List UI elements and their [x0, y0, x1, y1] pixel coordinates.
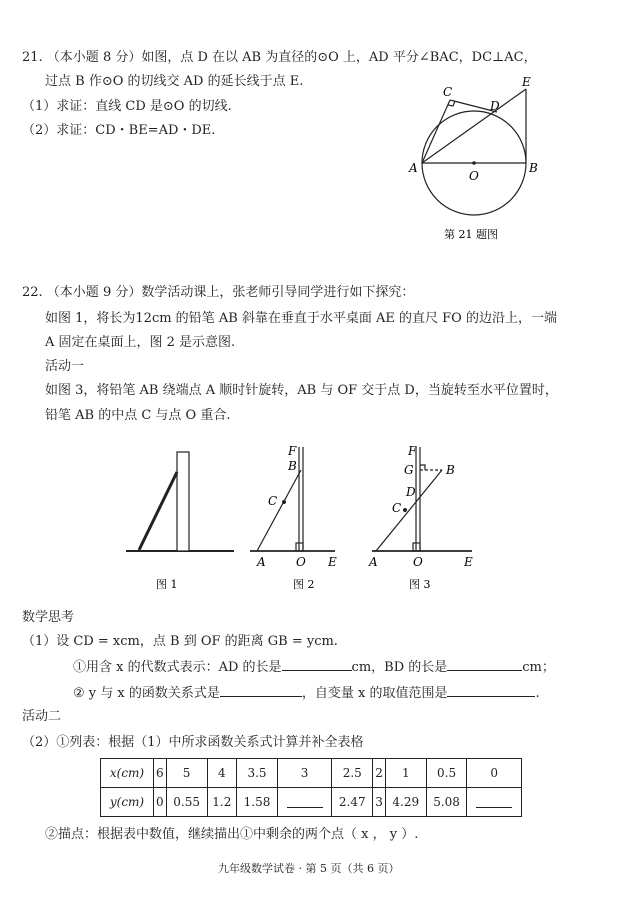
q21-line1: 21. （本小题 8 分）如图，点 D 在以 AB 为直径的⊙O 上，AD 平分∠BAC，DC⊥AC， — [22, 50, 537, 65]
fig3-label-g: G — [404, 463, 414, 477]
part2b-text: ②描点：根据表中数值，继续描出①中剩余的两个点（ x ， y ）. — [45, 827, 419, 842]
q22-line2: 如图 1，将长为12cm 的铅笔 AB 斜靠在垂直于水平桌面 AE 的直尺 FO 的边沿上，一端 — [45, 311, 557, 326]
table-cell-y: 1.2 — [207, 788, 237, 817]
fill-blank-y-at-x0[interactable] — [476, 793, 512, 808]
q21-label-e: E — [522, 75, 531, 89]
blank-ad[interactable] — [282, 658, 352, 671]
fill-blank-y-at-x3[interactable] — [287, 793, 323, 808]
fig2-label-e: E — [328, 555, 337, 569]
q22-line1: 22. （本小题 9 分）数学活动课上，张老师引导同学进行如下探究： — [22, 285, 415, 300]
fig3-label-b: B — [446, 463, 455, 477]
fig2-label-o: O — [296, 555, 306, 569]
part1a — [73, 658, 555, 677]
q21-label-o: O — [469, 169, 479, 183]
table-cell-y: 2.47 — [332, 788, 373, 817]
part1b — [73, 684, 540, 703]
fig3-caption: 图 3 — [409, 578, 431, 591]
table-row-y — [101, 788, 522, 817]
fig2-label-f: F — [288, 444, 297, 458]
table-cell-x: 4 — [207, 759, 237, 788]
table-row-x — [101, 759, 522, 788]
page-footer: 九年级数学试卷 · 第 5 页（共 6 页） — [218, 862, 400, 875]
fig1-pencil — [139, 472, 177, 550]
activity2-title: 活动二 — [22, 709, 62, 724]
table-cell-x: 3.5 — [237, 759, 278, 788]
table-cell-x: 2 — [373, 759, 386, 788]
fig2-label-c: C — [268, 494, 278, 508]
table-header-y: y(cm) — [101, 788, 154, 817]
xy-table — [100, 758, 522, 817]
fig3-label-f: F — [408, 444, 417, 458]
table-cell-y: 0 — [154, 788, 167, 817]
fig3-right-angle-g — [420, 465, 425, 470]
fig2-label-a: A — [257, 555, 266, 569]
blank-domain[interactable] — [447, 684, 535, 697]
fig1 — [126, 452, 234, 551]
fig2-label-b: B — [288, 459, 297, 473]
q22-line5: 铅笔 AB 的中点 C 与点 O 重合. — [45, 408, 231, 423]
part1b-end: . — [535, 686, 540, 701]
fig3-label-c: C — [392, 501, 402, 515]
fig3 — [372, 447, 472, 551]
table-cell-y: 5.08 — [426, 788, 467, 817]
q21-caption: 第 21 题图 — [444, 228, 498, 241]
fig3-label-a: A — [369, 555, 378, 569]
part1a-mid: cm，BD 的长是 — [351, 660, 448, 675]
fig3-pencil-ab — [376, 470, 442, 551]
table-cell-y: 4.29 — [385, 788, 426, 817]
q22-line4: 如图 3，将铅笔 AB 绕端点 A 顺时针旋转，AB 与 OF 交于点 D，当旋转至水平位置时， — [45, 383, 558, 398]
table-cell-y-blank[interactable] — [467, 788, 522, 817]
q22-line3: A 固定在桌面上，图 2 是示意图. — [45, 335, 236, 350]
table-cell-x: 0 — [467, 759, 522, 788]
activity1-title: 活动一 — [45, 359, 85, 374]
table-cell-x: 6 — [154, 759, 167, 788]
fig3-label-d: D — [406, 485, 416, 499]
q21-label-a: A — [409, 161, 418, 175]
part1b-pre: ② y 与 x 的函数关系式是 — [73, 686, 220, 701]
blank-function[interactable] — [220, 684, 302, 697]
fig3-label-e: E — [464, 555, 473, 569]
fig1-ruler — [177, 452, 189, 551]
table-cell-y: 0.55 — [166, 788, 207, 817]
table-cell-y: 1.58 — [237, 788, 278, 817]
fig1-caption: 图 1 — [156, 578, 178, 591]
q21-part2: （2）求证：CD・BE=AD・DE. — [22, 123, 216, 138]
fig2-pencil-ab — [257, 470, 301, 551]
blank-bd[interactable] — [447, 658, 522, 671]
fig2-point-c — [282, 500, 286, 504]
fig2-caption: 图 2 — [293, 578, 315, 591]
q21-label-c: C — [443, 85, 453, 99]
table-cell-x: 2.5 — [332, 759, 373, 788]
q21-label-d: D — [490, 99, 500, 113]
table-cell-x: 1 — [385, 759, 426, 788]
part1-text: （1）设 CD = xcm，点 B 到 OF 的距离 GB = ycm. — [22, 634, 338, 649]
fig3-point-c — [403, 508, 407, 512]
part1a-pre: ①用含 x 的代数式表示：AD 的长是 — [73, 660, 282, 675]
fig3-label-o: O — [413, 555, 423, 569]
table-cell-x: 3 — [277, 759, 331, 788]
table-cell-x: 5 — [166, 759, 207, 788]
part2-text: （2）①列表：根据（1）中所求函数关系式计算并补全表格 — [22, 735, 364, 750]
table-cell-x: 0.5 — [426, 759, 467, 788]
q21-label-b: B — [529, 161, 538, 175]
q21-part1: （1）求证：直线 CD 是⊙O 的切线. — [22, 99, 232, 114]
q21-line2: 过点 B 作⊙O 的切线交 AD 的延长线于点 E. — [45, 74, 304, 89]
table-cell-y: 3 — [373, 788, 386, 817]
math-thinking-title: 数学思考 — [22, 610, 75, 625]
part1a-end: cm； — [522, 660, 555, 675]
part1b-mid: ，自变量 x 的取值范围是 — [301, 686, 448, 701]
table-cell-y-blank[interactable] — [277, 788, 331, 817]
table-header-x: x(cm) — [101, 759, 154, 788]
